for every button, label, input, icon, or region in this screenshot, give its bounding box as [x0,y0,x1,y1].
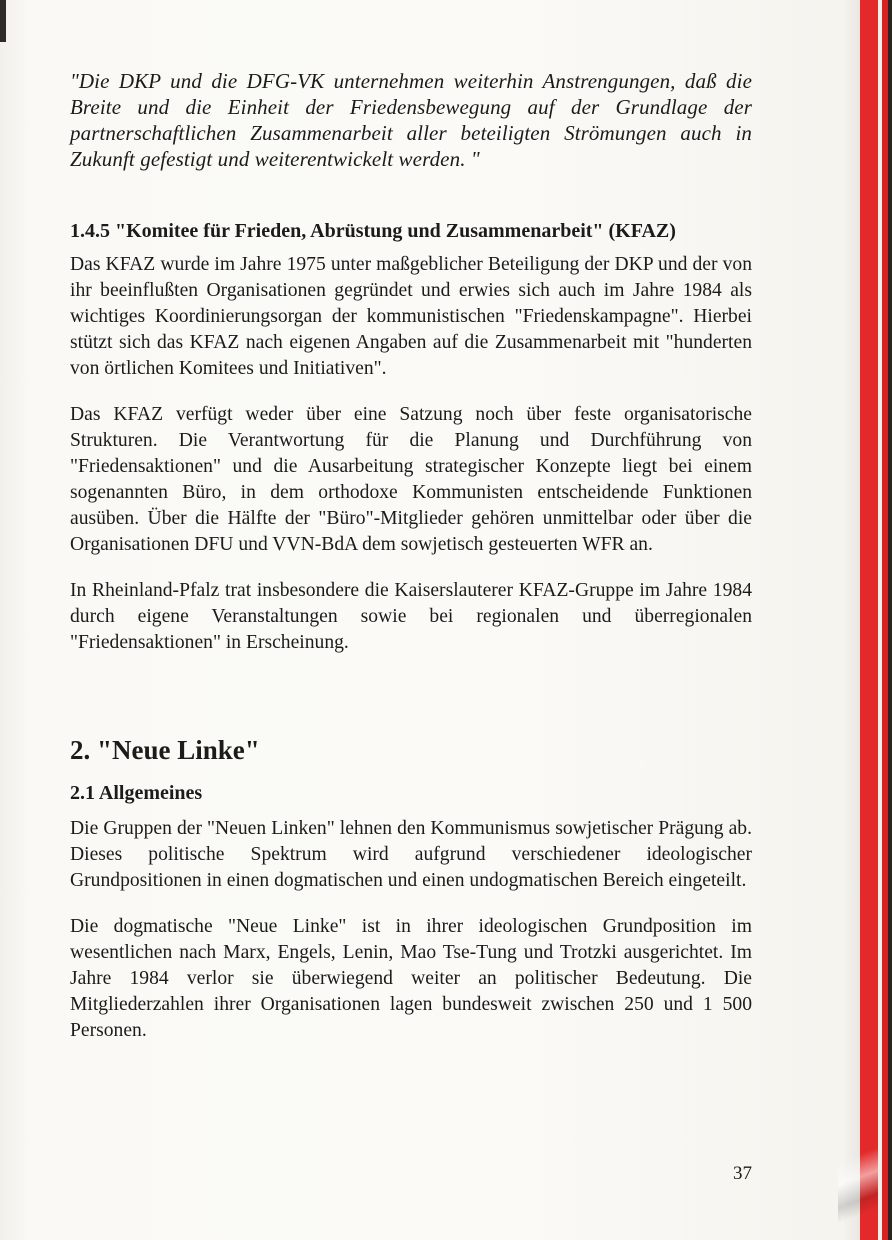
red-page-edge [834,0,892,1240]
paragraph: In Rheinland-Pfalz trat insbesondere die Kaiserslauterer KFAZ-Gruppe im Jahre 1984 durch eigene Veranstaltungen sowie bei regionalen und überregionalen "Friedensaktionen" in Erscheinung. [70,580,752,653]
paragraph: Die Gruppen der "Neuen Linken" lehnen den Kommunismus sowjetischer Prägung ab. Dieses politische Spektrum wird aufgrund verschiedener ideologischer Grundpositionen in einen dogmatischen und einen undogmatischen Bereich eingeteilt. [70,818,752,891]
scan-corner-mark [0,0,6,42]
section-subheading-2-1: 2.1 Allgemeines [70,782,203,804]
page-curl [838,1100,878,1240]
section-heading-2: 2. "Neue Linke" [70,735,260,765]
paragraph: Das KFAZ verfügt weder über eine Satzung noch über feste organisatorische Strukturen. Die Verantwortung für die Planung und Durchführung von "Friedensaktionen" und die Ausarbeitung strategischer Konzepte liegt bei einem sogenannten Büro, in dem orthodoxe Kommunisten entscheidende Funktionen ausüben. Über die Hälfte der "Büro"-Mitglieder gehören unmittelbar oder über die Organisationen DFU und VVN-BdA dem sowjetisch gesteuerten WFR an. [70,404,752,555]
quote-block: "Die DKP und die DFG-VK unternehmen weiterhin Anstrengungen, daß die Breite und die Einheit der Friedensbewegung auf der Grundlage der partnerschaftlichen Zusammenarbeit aller beteiligten Strömungen auch in Zukunft gefestigt und weiterentwickelt werden. " [70,69,752,171]
page-number: 37 [733,1163,752,1184]
page-content [70,68,752,1064]
paragraph: Das KFAZ wurde im Jahre 1975 unter maßgeblicher Beteiligung der DKP und der von ihr beeinflußten Organisationen gegründet und erwies sich auch im Jahre 1984 als wichtiges Koordinierungsorgan der kommunistischen "Friedenskampagne". Hierbei stützt sich das KFAZ nach eigenen Angaben auf die Zusammenarbeit mit "hunderten von örtlichen Komitees und Initiativen". [70,254,752,379]
section-heading-1-4-5: 1.4.5 "Komitee für Frieden, Abrüstung und Zusammenarbeit" (KFAZ) [70,220,676,242]
paragraph: Die dogmatische "Neue Linke" ist in ihrer ideologischen Grundposition im wesentlichen nach Marx, Engels, Lenin, Mao Tse-Tung und Trotzki ausgerichtet. Im Jahre 1984 verlor sie überwiegend weiter an politischer Bedeutung. Die Mitgliederzahlen ihrer Organisationen lagen bundesweit zwischen 250 und 1 500 Personen. [70,916,752,1041]
